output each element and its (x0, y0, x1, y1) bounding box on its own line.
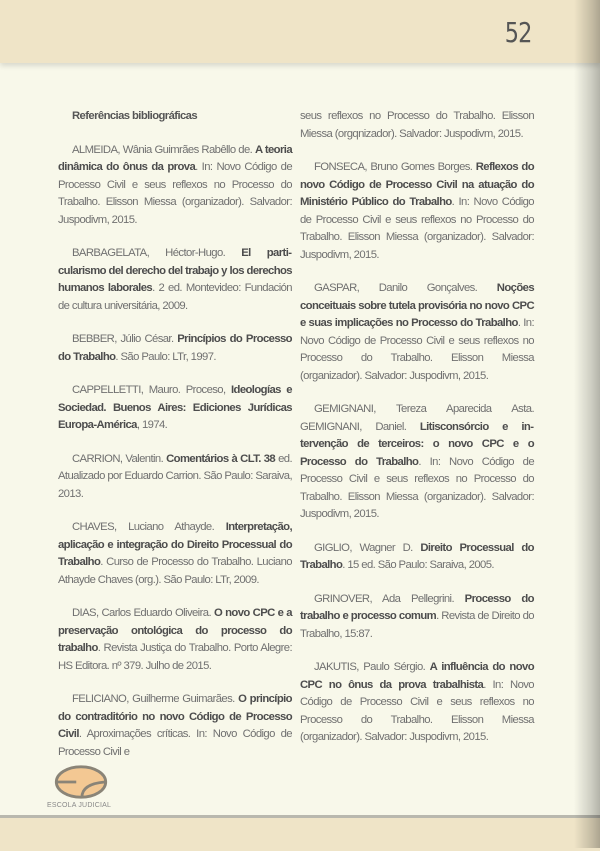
reference-details: . In: Novo Código de Processo Civil e seus reflexos no Processo do Trabalho. Elisson Miessa (organizador). Salvador: Juspodivm, 2015. (58, 161, 292, 226)
reference-title: Reflexos do novo Código de Processo Civil na atuação do Ministério Público do Trabalho (300, 161, 534, 208)
page-footer (0, 815, 600, 851)
reference-entry (58, 142, 292, 230)
reference-author: FELICIANO, Guilherme Guimarães. (72, 693, 235, 705)
reference-entry (58, 691, 292, 761)
reference-entry (300, 401, 534, 524)
reference-details: , 1974. (136, 419, 168, 431)
reference-author: GASPAR, Danilo Gonçalves. (314, 282, 478, 294)
reference-title: A influência do novo CPC no ônus da prova trabalhista (300, 661, 535, 691)
reference-entry (58, 519, 292, 589)
reference-title: O novo CPC e a preservação ontológica do processo do trabalho (58, 607, 292, 654)
reference-title: O princípio do contraditório no novo Código de Processo Civil (58, 693, 292, 740)
reference-entry (300, 591, 534, 644)
reference-details: . In: Novo Código de Processo Civil e seus reflexos no Processo do Trabalho. Elisson Miessa (organizador). Salvador: Juspodivm, 2015. (300, 678, 534, 743)
reference-details: . 2 ed. Montevideo: Fundación de cultura universitária, 2009. (58, 282, 292, 312)
left-column (58, 108, 292, 777)
reference-details: . In: Novo Código de Processo Civil e seus reflexos no Processo do Trabalho. Elisson Miessa (organizador). Salvador: Juspodivm, 2015. (300, 196, 534, 261)
reference-entry (300, 540, 534, 575)
reference-title: Comentários à CLT. 38 (166, 452, 276, 465)
reference-details: . São Paulo: LTr, 1997. (115, 350, 216, 363)
reference-details: . In: Novo Código de Processo Civil e seus reflexos no Processo do Trabalho. Elisson Miessa (organizador). Salvador: Juspodivm, 2015. (300, 317, 534, 382)
reference-entry (58, 382, 292, 435)
reference-title: Interpretação, aplicação e integração do Direito Processual do Trabalho (58, 521, 292, 568)
reference-continuation: seus reflexos no Processo do Trabalho. Elisson Miessa (orgqnizador). Salvador: Juspodivm, 2015. (300, 110, 534, 140)
reference-author: DIAS, Carlos Eduardo Oliveira. (72, 607, 211, 619)
reference-author: GRINOVER, Ada Pellegrini. (314, 592, 454, 605)
reference-details: . Curso de Processo do Trabalho. Luciano Athayde Chaves (org.). São Paulo: LTr, 2009. (58, 556, 292, 586)
page-header (0, 0, 600, 63)
reference-details: ed. Atualizado por Eduardo Carrion. São Paulo: Saraiva, 2013. (58, 452, 292, 500)
reference-author: FONSECA, Bruno Gomes Borges. (314, 161, 473, 173)
reference-author: GIGLIO, Wagner D. (314, 541, 413, 554)
reference-details: . Aproximações críticas. In: Novo Código de Processo Civil e (58, 728, 292, 758)
reference-author: CARRION, Valentin. (72, 452, 164, 465)
reference-entry (58, 245, 292, 315)
reference-title: Princípios do Processo do Trabalho (58, 333, 292, 363)
reference-title: Litisconsórcio e intervenção de terceiros: o novo CPC e o Processo do Trabalho (300, 420, 534, 468)
reference-title: Ideologías e Sociedad. Buenos Aires: Ediciones Jurídicas Europa-América (58, 384, 292, 431)
reference-author: ALMEIDA, Wânia Guimrães Rabêllo de. (72, 143, 253, 156)
reference-details: . Revista Justiça do Trabalho. Porto Alegre: HS Editora. nº 379. Julho de 2015. (58, 642, 292, 672)
reference-author: GEMIGNANI, Tereza Aparecida Asta. GEMIGNANI, Daniel. (300, 403, 534, 433)
reference-author: CAPPELLETTI, Mauro. Proceso, (72, 384, 226, 396)
reference-title: Noções conceituais sobre tutela provisória no novo CPC e suas implicações no Processo do Trabalho (300, 282, 535, 329)
reference-entry (58, 451, 292, 504)
reference-details: . In: Novo Código de Processo Civil e seus reflexos no Processo do Trabalho. Elisson Miessa (organizador). Salvador: Juspodivm, 2015. (300, 455, 534, 520)
logo-text: ESCOLA JUDICIAL (47, 802, 112, 809)
reference-title: Direito Processual do Trabalho (300, 541, 534, 571)
reference-author: CHAVES, Luciano Athayde. (72, 521, 215, 533)
reference-entry (300, 659, 534, 747)
reference-details: . 15 ed. São Paulo: Saraiva, 2005. (342, 559, 494, 571)
reference-author: JAKUTIS, Paulo Sérgio. (314, 661, 426, 673)
reference-title: A teoria dinâmica do ônus da prova (58, 143, 292, 173)
page-edge-shadow (574, 0, 600, 848)
page-number: 52 (505, 16, 532, 49)
reference-entry (58, 605, 292, 675)
references-heading: Referências bibliográficas (72, 110, 198, 122)
reference-author: BEBBER, Júlio César. (72, 333, 174, 345)
reference-title: El particularismo del derecho del trabajo y los derechos humanos laborales (58, 247, 293, 294)
reference-author: BARBAGELATA, Héctor-Hugo. (72, 247, 226, 259)
reference-entry (58, 331, 292, 366)
reference-entry (300, 280, 534, 385)
reference-entry (300, 159, 534, 264)
right-column (300, 108, 534, 763)
reference-details: . Revista de Direito do Trabalho, 15:87. (300, 610, 534, 640)
reference-title: Processo do trabalho e processo comum (300, 592, 534, 622)
